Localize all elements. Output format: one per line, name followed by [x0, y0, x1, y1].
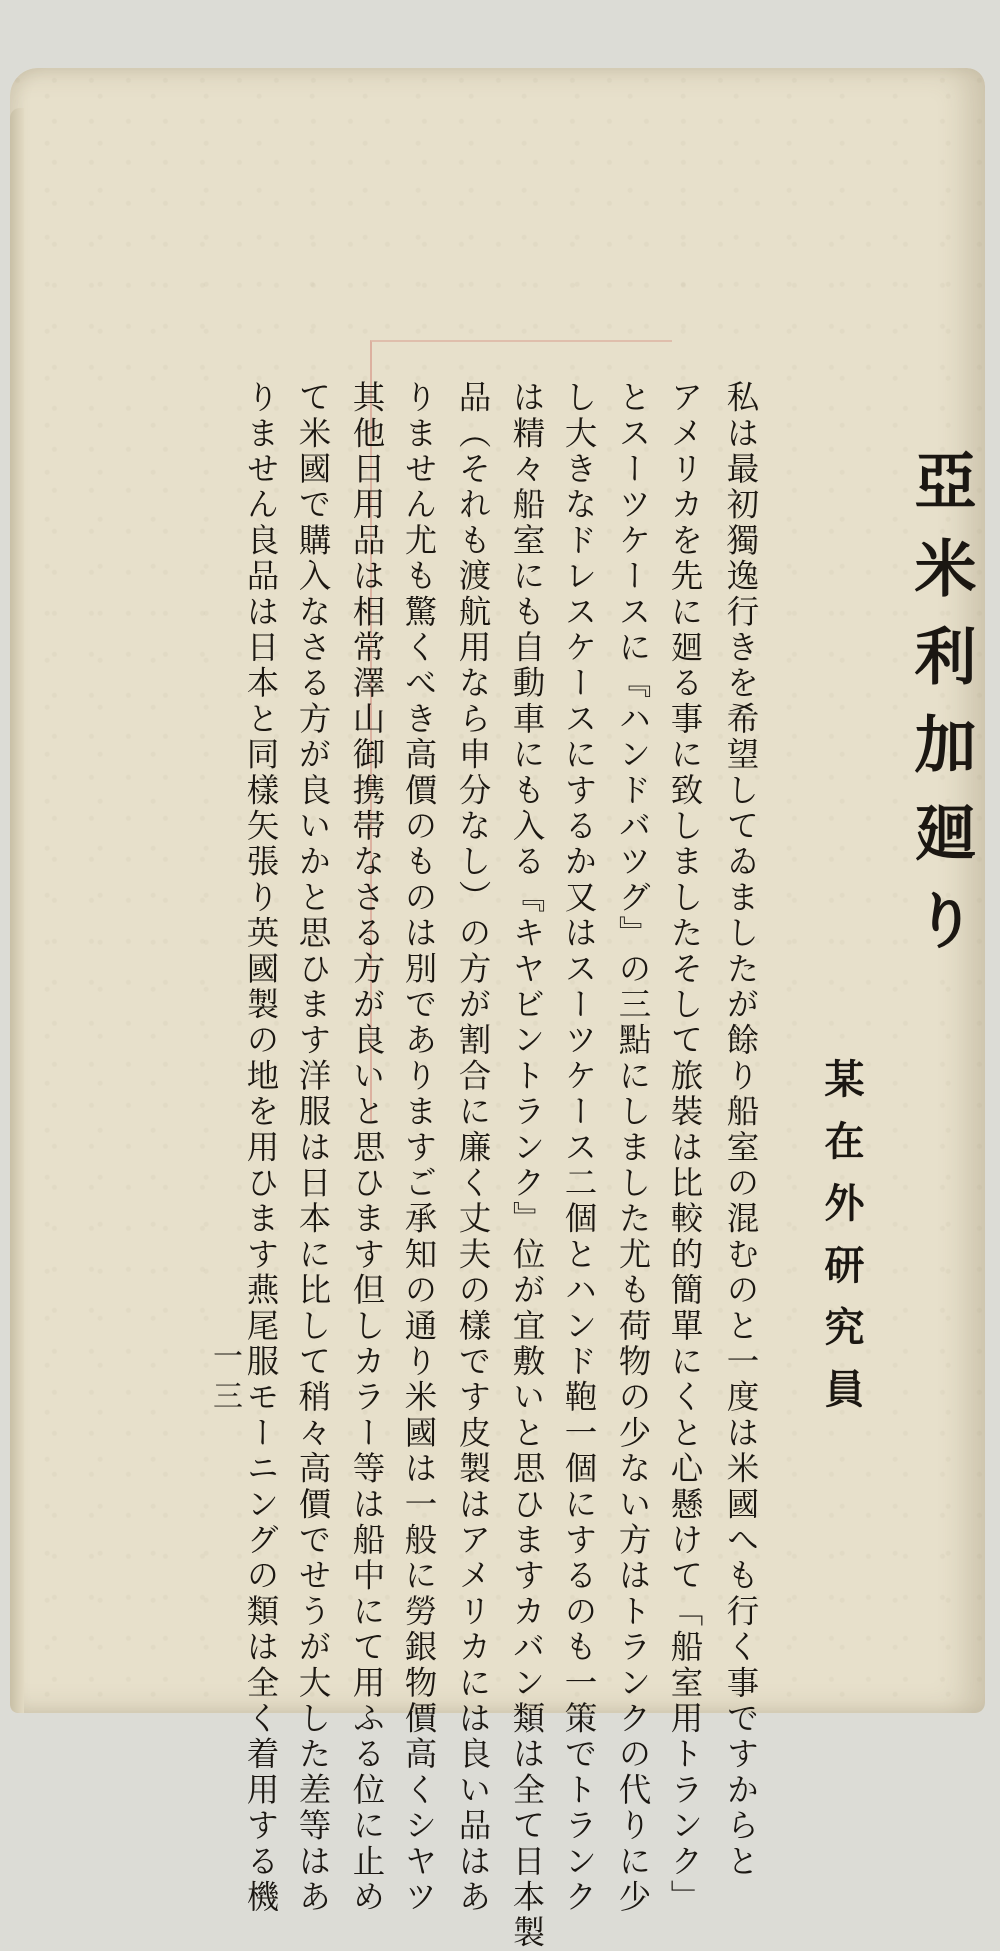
body-line: りません良品は日本と同樣矢張り英國製の地を用ひます燕尾服モーニングの類は全く着用する機	[242, 380, 280, 1916]
body-line: 品（それも渡航用なら申分なし）の方が割合に廉く丈夫の樣です皮製はアメリカには良い品はあ	[454, 380, 492, 1916]
body-line: は精々船室にも自動車にも入る『キヤビントランク』位が宜敷いと思ひますカバン類は全て日本製	[508, 380, 546, 1951]
body-line: アメリカを先に廻る事に致しましたそして旅裝は比較的簡單にくと心懸けて「船室用トランク」	[666, 380, 704, 1916]
page-number: 一三	[207, 1340, 242, 1420]
book-page	[10, 68, 985, 1951]
body-line: とスーツケースに『ハンドバツグ』の三點にしました尤も荷物の少ない方はトランクの代りに少	[614, 380, 652, 1916]
body-line: 私は最初獨逸行きを希望してゐましたが餘り船室の混むのと一度は米國へも行く事ですからと	[722, 380, 760, 1880]
body-line: て米國で購入なさる方が良いかと思ひます洋服は日本に比して稍々高價でせうが大した差等はあ	[294, 380, 332, 1916]
article-title: 亞米利加廻り	[904, 448, 977, 976]
body-line: りません尤も驚くべき高價のものは別でありますご承知の通り米國は一般に勞銀物價高くシヤツ	[400, 380, 438, 1916]
body-line: し大きなドレスケースにするか又はスーツケース二個とハンド鞄一個にするのも一策でトランク	[560, 380, 598, 1916]
author-byline: 某在外研究員	[818, 1058, 865, 1430]
body-line: 其他日用品は相常澤山御携帯なさる方が良いと思ひます但しカラー等は船中にて用ふる位に止め	[348, 380, 386, 1916]
